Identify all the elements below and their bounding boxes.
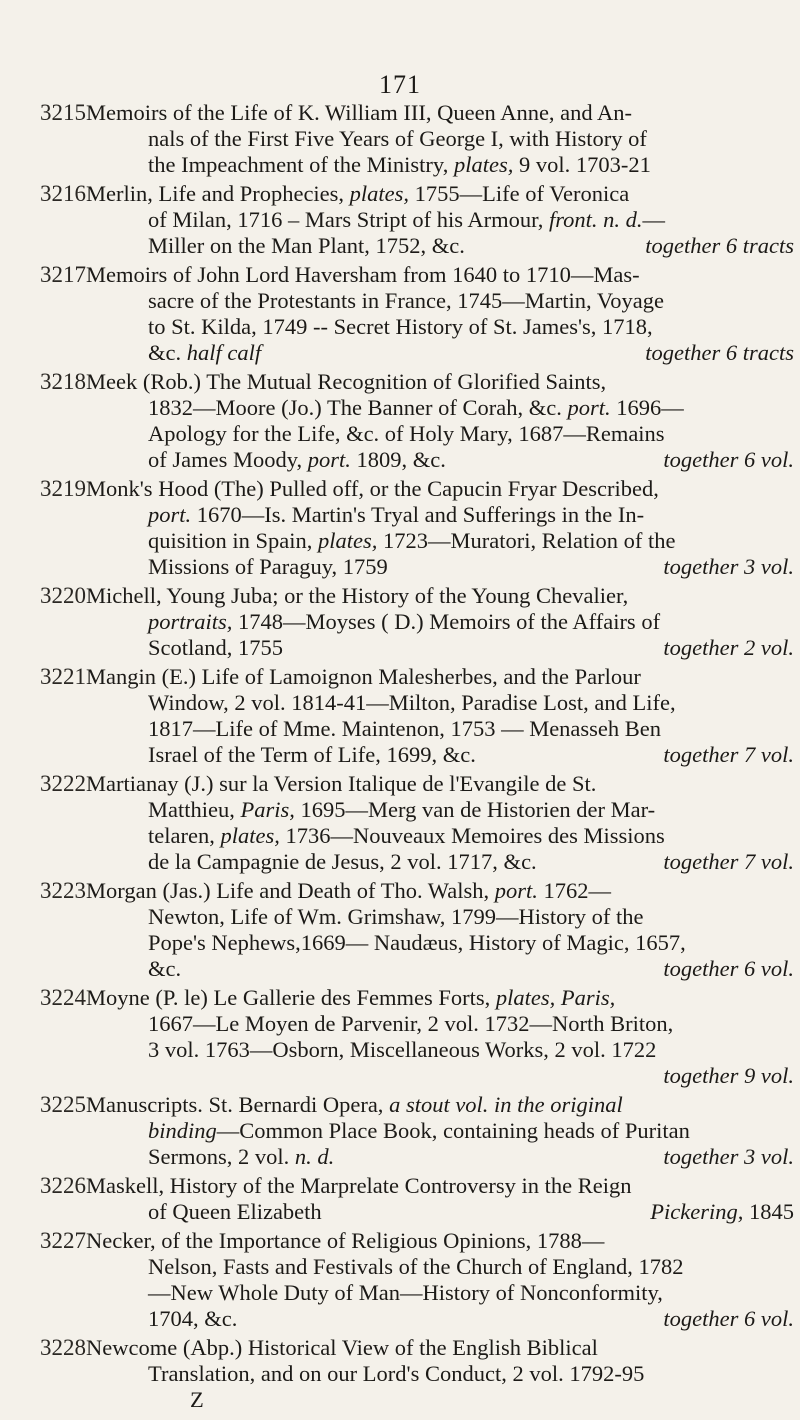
lot-number: 3227 — [40, 1228, 86, 1253]
entry-text: 1832—Moore (Jo.) The Banner of Corah, &c. port. 1696— — [148, 395, 684, 420]
volume-note: together 9 vol. — [663, 1063, 794, 1088]
entry-text: Monk's Hood (The) Pulled off, or the Capucin Fryar Described, — [86, 476, 659, 501]
catalogue-entry — [40, 181, 800, 259]
catalogue-entry — [40, 771, 800, 875]
entry-text: Miller on the Man Plant, 1752, &c. together 6 tracts — [40, 233, 800, 259]
catalogue-entry — [40, 476, 800, 580]
entry-text: of Milan, 1716 – Mars Stript of his Armour, front. n. d.— — [148, 207, 666, 232]
volume-note: together 3 vol. — [663, 1144, 794, 1169]
entry-text: Missions of Paraguy, 1759 together 3 vol. — [40, 554, 800, 580]
lot-number: 3217 — [40, 262, 86, 287]
entry-text: Apology for the Life, &c. of Holy Mary, 1687—Remains — [148, 421, 665, 446]
volume-note: together 6 tracts — [645, 340, 794, 365]
entry-text: Scotland, 1755 together 2 vol. — [40, 635, 800, 661]
entry-text: Michell, Young Juba; or the History of the Young Chevalier, — [86, 583, 629, 608]
entry-text: Merlin, Life and Prophecies, plates, 1755—Life of Veronica — [86, 181, 630, 206]
entry-text: Newcome (Abp.) Historical View of the English Biblical — [86, 1335, 598, 1360]
entry-text: 1704, &c. together 6 vol. — [40, 1306, 800, 1332]
catalogue-entry — [40, 1092, 800, 1170]
entry-text: Maskell, History of the Marprelate Controversy in the Reign — [86, 1173, 632, 1198]
catalogue-entry — [40, 1228, 800, 1332]
catalogue-entry — [40, 583, 800, 661]
entry-text: of Queen Elizabeth Pickering, 1845 — [40, 1199, 800, 1225]
entry-text: the Impeachment of the Ministry, plates, 9 vol. 1703-21 — [148, 152, 651, 177]
entry-text: Manuscripts. St. Bernardi Opera, a stout vol. in the original — [86, 1092, 623, 1117]
entry-text: Morgan (Jas.) Life and Death of Tho. Walsh, port. 1762— — [86, 878, 611, 903]
entry-text — [40, 1063, 800, 1089]
entry-text: Newton, Life of Wm. Grimshaw, 1799—History of the — [148, 904, 644, 929]
entry-text: nals of the First Five Years of George I, with History of — [148, 126, 647, 151]
catalogue-entry — [40, 369, 800, 473]
volume-note: together 7 vol. — [663, 742, 794, 767]
lot-number: 3220 — [40, 583, 86, 608]
entry-text: 3 vol. 1763—Osborn, Miscellaneous Works, 2 vol. 1722 — [148, 1037, 657, 1062]
entry-text: 1817—Life of Mme. Maintenon, 1753 — Menasseh Ben — [148, 716, 662, 741]
lot-number: 3228 — [40, 1335, 86, 1360]
catalogue-entry — [40, 878, 800, 982]
catalogue-entry — [40, 664, 800, 768]
lot-number: 3219 — [40, 476, 86, 501]
entry-text: Meek (Rob.) The Mutual Recognition of Glorified Saints, — [86, 369, 607, 394]
entry-text: portraits, 1748—Moyses ( D.) Memoirs of the Affairs of — [148, 609, 661, 634]
entry-text: Sermons, 2 vol. n. d. together 3 vol. — [40, 1144, 800, 1170]
entry-text: Pope's Nephews,1669— Naudæus, History of Magic, 1657, — [148, 930, 686, 955]
entry-text: Moyne (P. le) Le Gallerie des Femmes Forts, plates, Paris, — [86, 985, 616, 1010]
signature-mark: Z — [190, 1387, 204, 1412]
entry-text: to St. Kilda, 1749 -- Secret History of St. James's, 1718, — [148, 314, 653, 339]
lot-number: 3223 — [40, 878, 86, 903]
entry-text: Matthieu, Paris, 1695—Merg van de Historien der Mar- — [148, 797, 656, 822]
volume-note: together 3 vol. — [663, 554, 794, 579]
entry-text: Window, 2 vol. 1814-41—Milton, Paradise Lost, and Life, — [148, 690, 676, 715]
publisher-note: Pickering, 1845 — [650, 1199, 794, 1224]
entry-text: Israel of the Term of Life, 1699, &c. together 7 vol. — [40, 742, 800, 768]
entry-text: —New Whole Duty of Man—History of Nonconformity, — [148, 1280, 663, 1305]
entry-text: binding—Common Place Book, containing heads of Puritan — [148, 1118, 690, 1143]
entry-text: &c. half calf together 6 tracts — [40, 340, 800, 366]
lot-number: 3215 — [40, 100, 86, 125]
lot-number: 3225 — [40, 1092, 86, 1117]
lot-number: 3222 — [40, 771, 86, 796]
volume-note: together 6 vol. — [663, 956, 794, 981]
catalogue-entry — [40, 985, 800, 1089]
entry-text: 1667—Le Moyen de Parvenir, 2 vol. 1732—North Briton, — [148, 1011, 674, 1036]
catalogue-entry — [40, 1173, 800, 1225]
entry-text: Necker, of the Importance of Religious Opinions, 1788— — [86, 1228, 605, 1253]
lot-number: 3216 — [40, 181, 86, 206]
catalogue-entry — [40, 100, 800, 178]
volume-note: together 2 vol. — [663, 635, 794, 660]
entry-text: Nelson, Fasts and Festivals of the Church of England, 1782 — [148, 1254, 684, 1279]
lot-number: 3221 — [40, 664, 86, 689]
entry-text: Mangin (E.) Life of Lamoignon Malesherbes, and the Parlour — [86, 664, 641, 689]
entry-text: quisition in Spain, plates, 1723—Muratori, Relation of the — [148, 528, 676, 553]
lot-number: 3218 — [40, 369, 86, 394]
volume-note: together 7 vol. — [663, 849, 794, 874]
entry-text: Memoirs of John Lord Haversham from 1640 to 1710—Mas- — [86, 262, 640, 287]
entry-list — [40, 100, 800, 1416]
entry-text: telaren, plates, 1736—Nouveaux Memoires des Missions — [148, 823, 665, 848]
entry-text: Martianay (J.) sur la Version Italique de l'Evangile de St. — [86, 771, 597, 796]
entry-text: of James Moody, port. 1809, &c. together 6 vol. — [40, 447, 800, 473]
entry-text: &c. together 6 vol. — [40, 956, 800, 982]
entry-text: sacre of the Protestants in France, 1745—Martin, Voyage — [148, 288, 664, 313]
volume-note: together 6 vol. — [663, 1306, 794, 1331]
lot-number: 3226 — [40, 1173, 86, 1198]
entry-text: de la Campagnie de Jesus, 2 vol. 1717, &c. together 7 vol. — [40, 849, 800, 875]
entry-text: Memoirs of the Life of K. William III, Queen Anne, and An- — [86, 100, 633, 125]
page-number: 171 — [379, 70, 421, 99]
entry-text: Translation, and on our Lord's Conduct, 2 vol. 1792-95 — [148, 1361, 645, 1386]
catalogue-entry — [40, 1335, 800, 1413]
catalogue-entry — [40, 262, 800, 366]
volume-note: together 6 vol. — [663, 447, 794, 472]
entry-text: port. 1670—Is. Martin's Tryal and Sufferings in the In- — [148, 502, 645, 527]
lot-number: 3224 — [40, 985, 86, 1010]
volume-note: together 6 tracts — [645, 233, 794, 258]
